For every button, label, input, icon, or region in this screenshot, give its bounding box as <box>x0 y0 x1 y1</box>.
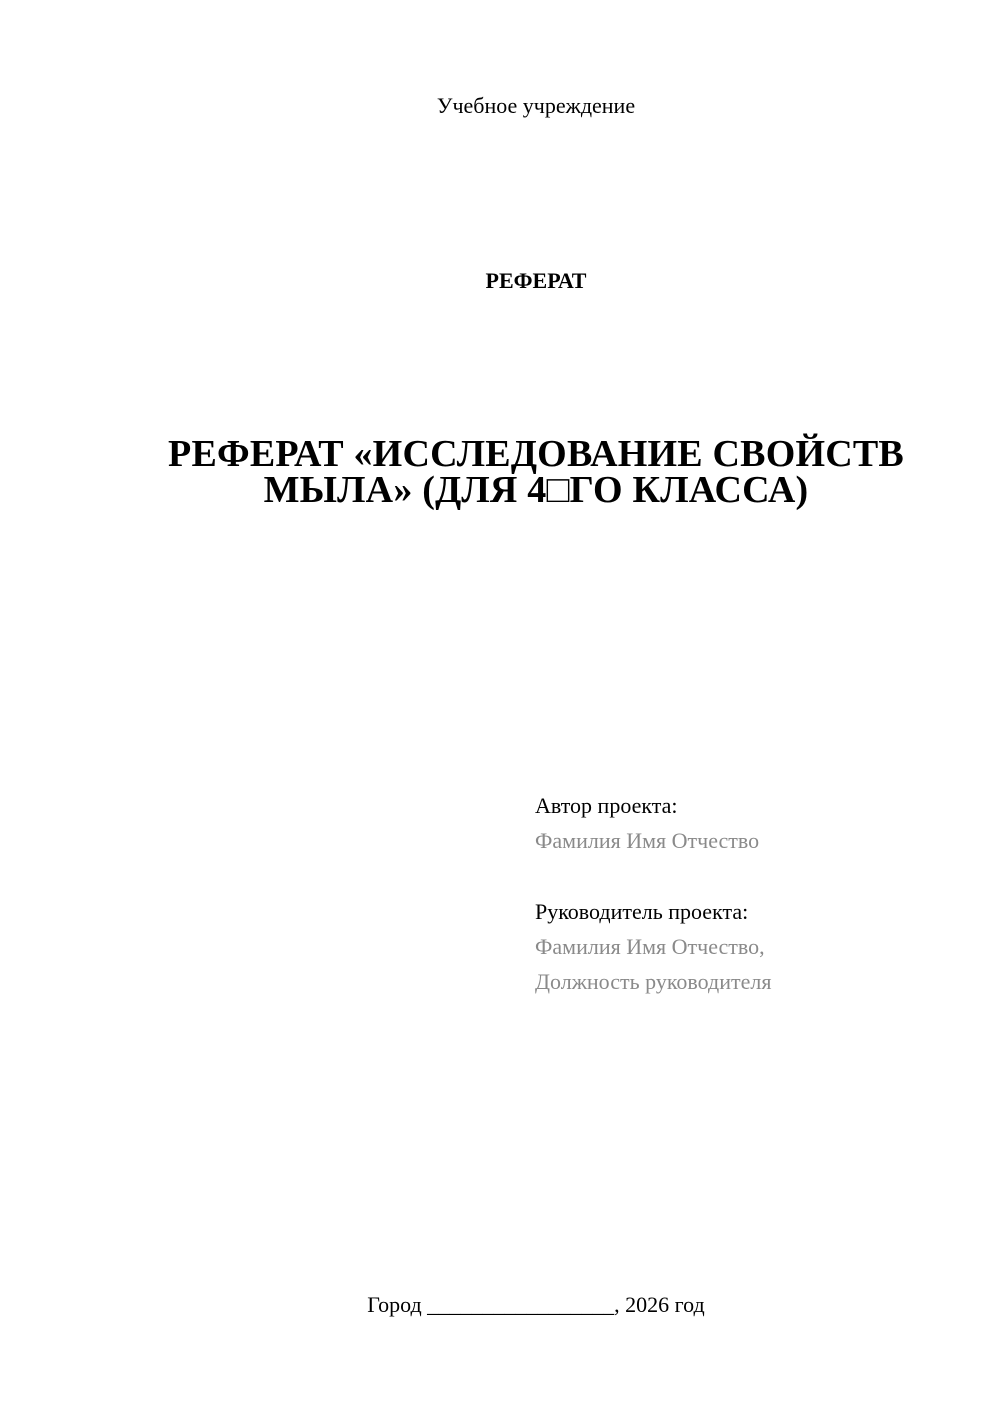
supervisor-name: Фамилия Имя Отчество, <box>535 934 765 959</box>
main-title-line-1: РЕФЕРАТ «ИССЛЕДОВАНИЕ СВОЙСТВ <box>168 433 904 475</box>
author-name: Фамилия Имя Отчество <box>535 828 760 853</box>
main-title <box>160 433 912 511</box>
city-year-line: Город _________________, 2026 год <box>367 1292 705 1317</box>
supervisor-position: Должность руководителя <box>535 969 772 994</box>
institution-name: Учебное учреждение <box>436 93 636 118</box>
project-info <box>535 788 975 999</box>
main-title-line-2: МЫЛА» (ДЛЯ 4□ГО КЛАССА) <box>263 469 809 511</box>
supervisor-label: Руководитель проекта: <box>535 899 749 924</box>
document-type: РЕФЕРАТ <box>485 268 587 293</box>
author-label: Автор проекта: <box>535 793 678 818</box>
info-spacer <box>535 858 975 894</box>
